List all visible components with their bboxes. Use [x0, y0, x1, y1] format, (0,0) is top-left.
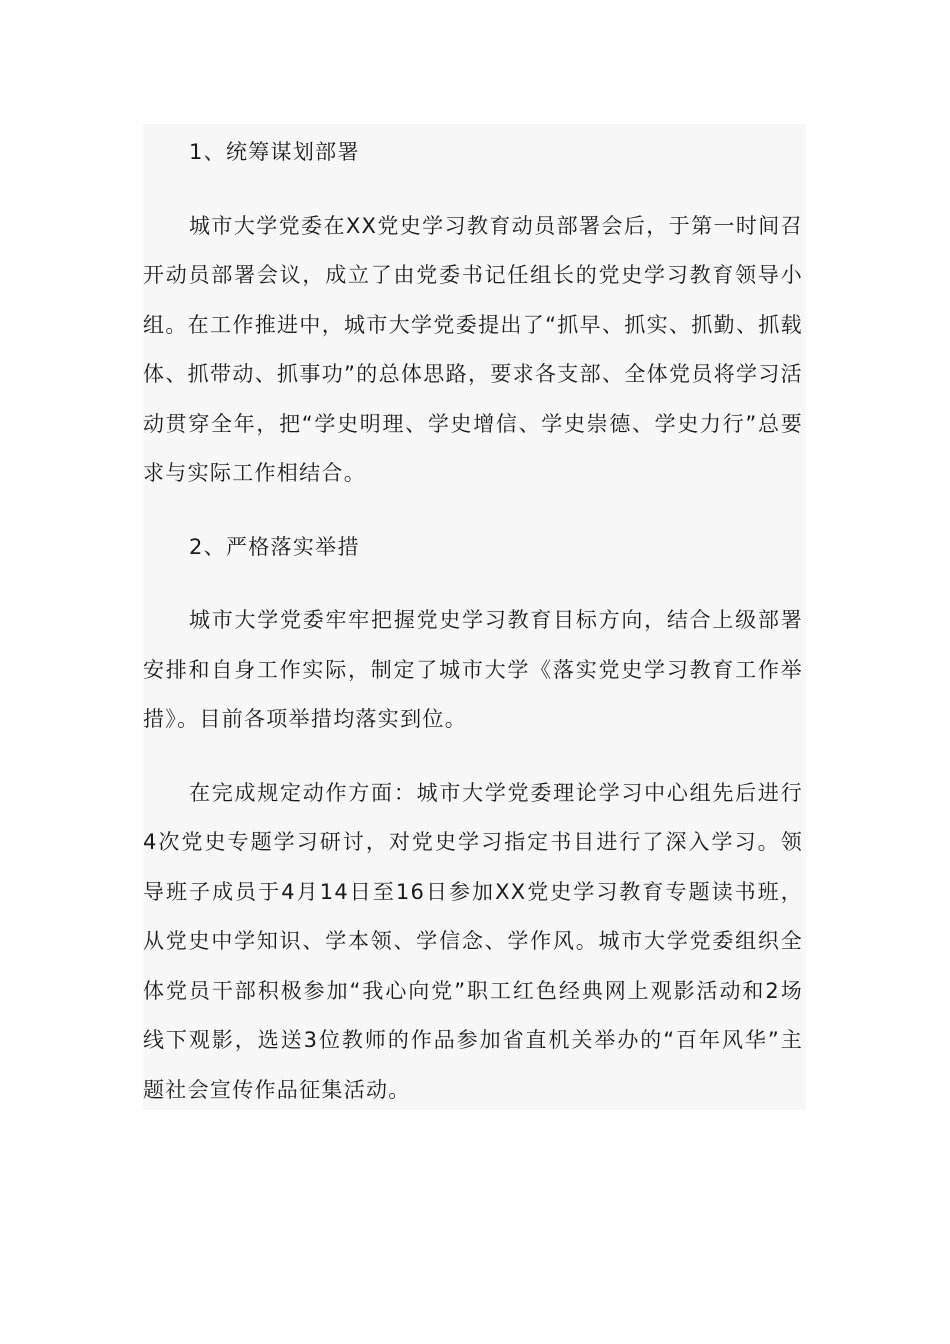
- section-1-paragraph-1: 城市大学党委在XX党史学习教育动员部署会后，于第一时间召开动员部署会议，成立了由党委书记任组长的党史学习教育领导小组。在工作推进中，城市大学党委提出了“抓早、抓实、抓勤、抓载体、抓带动、抓事功”的总体思路，要求各支部、全体党员将学习活动贯穿全年，把“学史明理、学史增信、学史崇德、学史力行”总要求与实际工作相结合。: [143, 213, 803, 485]
- document-body: [143, 124, 803, 1115]
- section-2-paragraph-1: 城市大学党委牢牢把握党史学习教育目标方向，结合上级部署安排和自身工作实际，制定了城市大学《落实党史学习教育工作举措》。目前各项举措均落实到位。: [143, 608, 803, 731]
- section-heading-2: 2、严格落实举措: [189, 534, 360, 559]
- section-heading-1: 1、统筹谋划部署: [189, 140, 360, 164]
- spacer: [143, 572, 803, 596]
- spacer: [143, 745, 803, 769]
- spacer: [143, 499, 803, 523]
- section-2-paragraph-2: 在完成规定动作方面：城市大学党委理论学习中心组先后进行4次党史专题学习研讨，对党史学习指定书目进行了深入学习。领导班子成员于4月14日至16日参加XX党史学习教育专题读书班，从党史中学知识、学本领、学信念、学作风。城市大学党委组织全体党员干部积极参加“我心向党”职工红色经典网上观影活动和2场线下观影，选送3位教师的作品参加省直机关举办的“百年风华”主题社会宣传作品征集活动。: [143, 780, 803, 1102]
- spacer: [143, 178, 803, 202]
